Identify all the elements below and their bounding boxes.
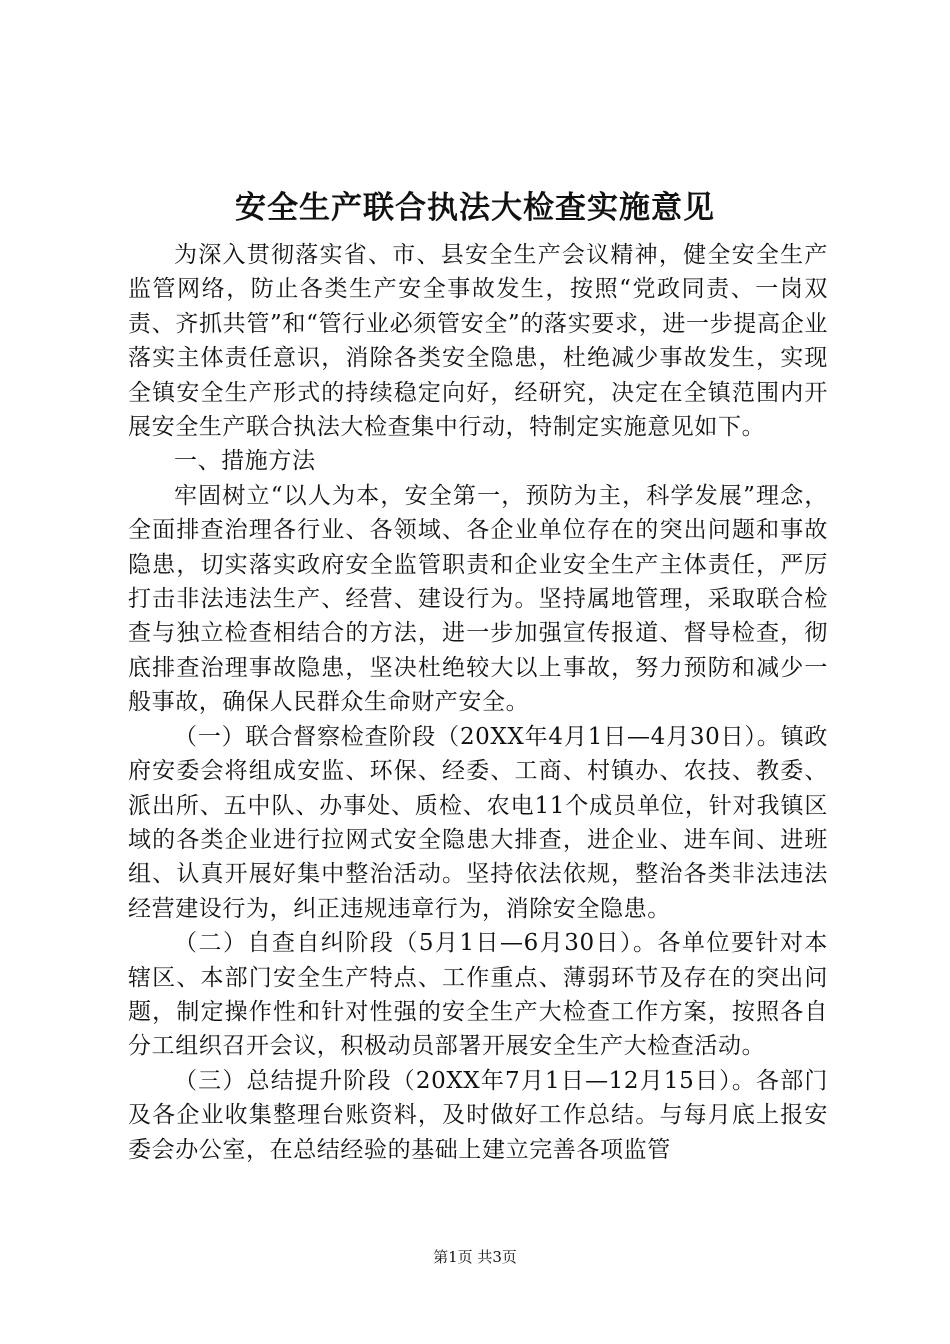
- document-body: [128, 238, 828, 1167]
- section-heading: 一、措施方法: [174, 448, 316, 475]
- phase-three-paragraph: （三）总结提升阶段（20XX年7月1日—12月15日）。各部门及各企业收集整理台账资料，及时做好工作总结。与每月底上报安委会办公室，在总结经验的基础上建立完善各项监管: [128, 1067, 828, 1163]
- phase-one-paragraph: （一）联合督察检查阶段（20XX年4月1日—4月30日）。镇政府安委会将组成安监、环保、经委、工商、村镇办、农技、教委、派出所、五中队、办事处、质检、农电11个成员单位，针对我镇区域的各类企业进行拉网式安全隐患大排查，进企业、进车间、进班组、认真开展好集中整治活动。坚持依法依规，整治各类非法违法经营建设行为，纠正违规违章行为，消除安全隐患。: [128, 723, 828, 922]
- measures-paragraph: 牢固树立“以人为本，安全第一，预防为主，科学发展”理念，全面排查治理各行业、各领域、各企业单位存在的突出问题和事故隐患，切实落实政府安全监管职责和企业安全生产主体责任，严厉打击非法违法生产、经营、建设行为。坚持属地管理，采取联合检查与独立检查相结合的方法，进一步加强宣传报道、督导检查，彻底排查治理事故隐患，坚决杜绝较大以上事故，努力预防和减少一般事故，确保人民群众生命财产安全。: [128, 482, 828, 716]
- page-number-footer: 第1页 共3页: [433, 1248, 517, 1266]
- intro-paragraph: 为深入贯彻落实省、市、县安全生产会议精神，健全安全生产监管网络，防止各类生产安全事故发生，按照“党政同责、一岗双责、齐抓共管”和“管行业必须管安全”的落实要求，进一步提高企业落实主体责任意识，消除各类安全隐患，杜绝减少事故发生，实现全镇安全生产形式的持续稳定向好，经研究，决定在全镇范围内开展安全生产联合执法大检查集中行动，特制定实施意见如下。: [128, 242, 828, 441]
- document-title: 安全生产联合执法大检查实施意见: [235, 190, 715, 226]
- phase-two-paragraph: （二）自查自纠阶段（5月1日—6月30日）。各单位要针对本辖区、本部门安全生产特点、工作重点、薄弱环节及存在的突出问题，制定操作性和针对性强的安全生产大检查工作方案，按照各自分工组织召开会议，积极动员部署开展安全生产大检查活动。: [128, 930, 828, 1060]
